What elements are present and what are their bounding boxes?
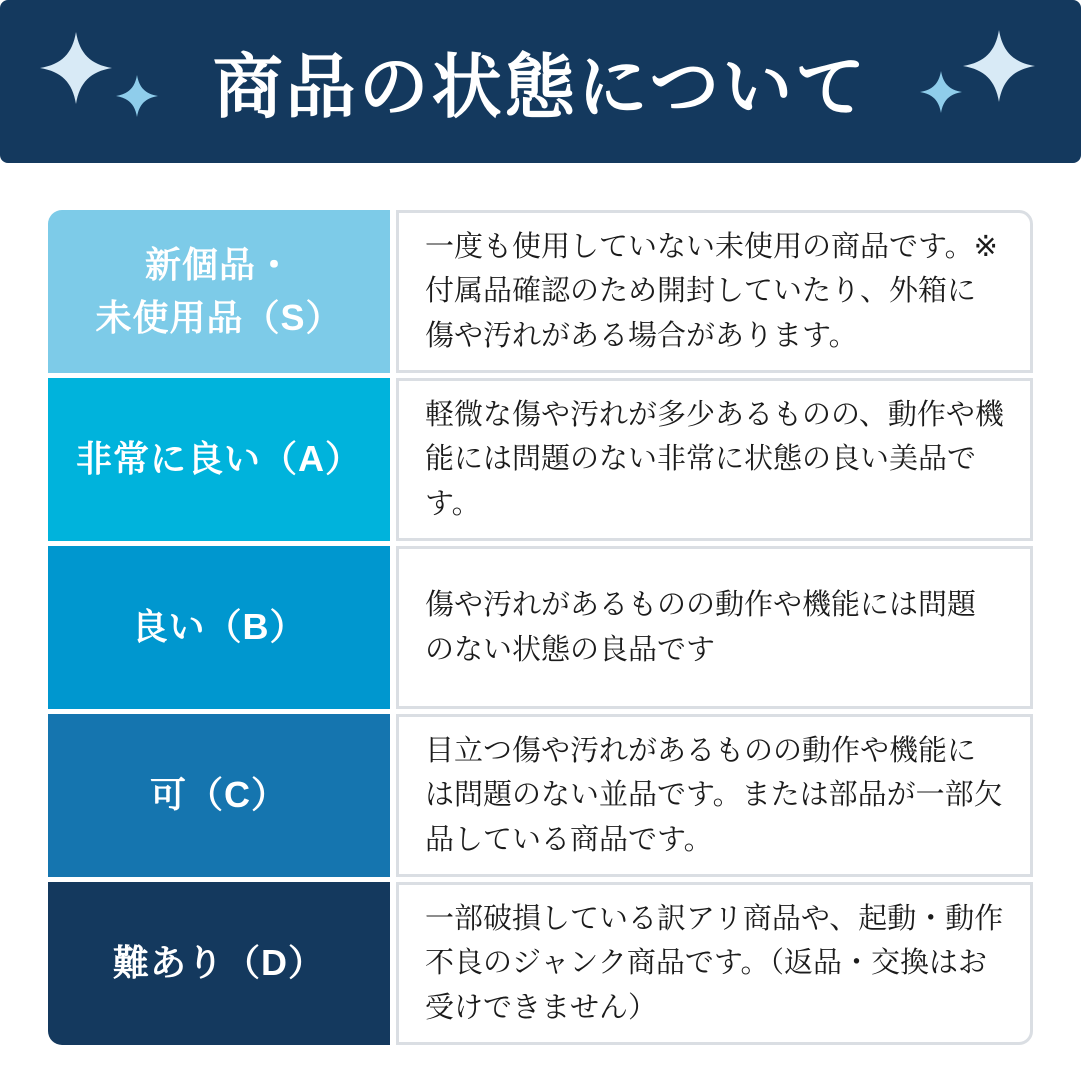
description-text: 目立つ傷や汚れがあるものの動作や機能には問題のない並品です。または部品が一部欠品している商品です。 [425,735,1003,856]
table-row-grade-a [48,378,1033,541]
table-row-grade-d [48,882,1033,1045]
grade-label-line: 可（C） [150,774,288,816]
grade-cell-c [48,714,390,877]
sparkle-small-left-icon [116,74,158,118]
sparkle-small-right-icon [920,70,962,114]
description-text: 軽微な傷や汚れが多少あるものの、動作や機能には問題のない非常に状態の良い美品です。 [425,399,1004,520]
grade-cell-b [48,546,390,709]
grade-cell-d [48,882,390,1045]
table-row-grade-c [48,714,1033,877]
header-banner [0,0,1081,163]
grade-label-line: 良い（B） [131,606,307,648]
description-text: 傷や汚れがあるものの動作や機能には問題のない状態の良品です [425,589,977,666]
sparkle-large-left-icon [40,28,112,108]
description-cell-a [396,378,1033,541]
table-row-grade-b [48,546,1033,709]
condition-table [48,210,1033,1045]
page-title: 商品の状態について [212,48,869,126]
grade-label-line: 新個品・ [144,244,293,286]
description-cell-s [396,210,1033,373]
sparkle-large-right-icon [963,26,1035,106]
grade-label-line: 難あり（D） [113,942,325,984]
description-cell-c [396,714,1033,877]
description-text: 一部破損している訳アリ商品や、起動・動作不良のジャンク商品です。（返品・交換はお受けできません） [425,903,1004,1024]
description-text: 一度も使用していない未使用の商品です。※付属品確認のため開封していたり、外箱に傷や汚れがある場合があります。 [425,231,998,352]
grade-cell-s [48,210,390,373]
grade-label-line: 非常に良い（A） [76,438,362,480]
description-cell-b [396,546,1033,709]
description-cell-d [396,882,1033,1045]
grade-cell-a [48,378,390,541]
grade-label-line: 未使用品（S） [95,296,343,338]
table-row-grade-s [48,210,1033,373]
